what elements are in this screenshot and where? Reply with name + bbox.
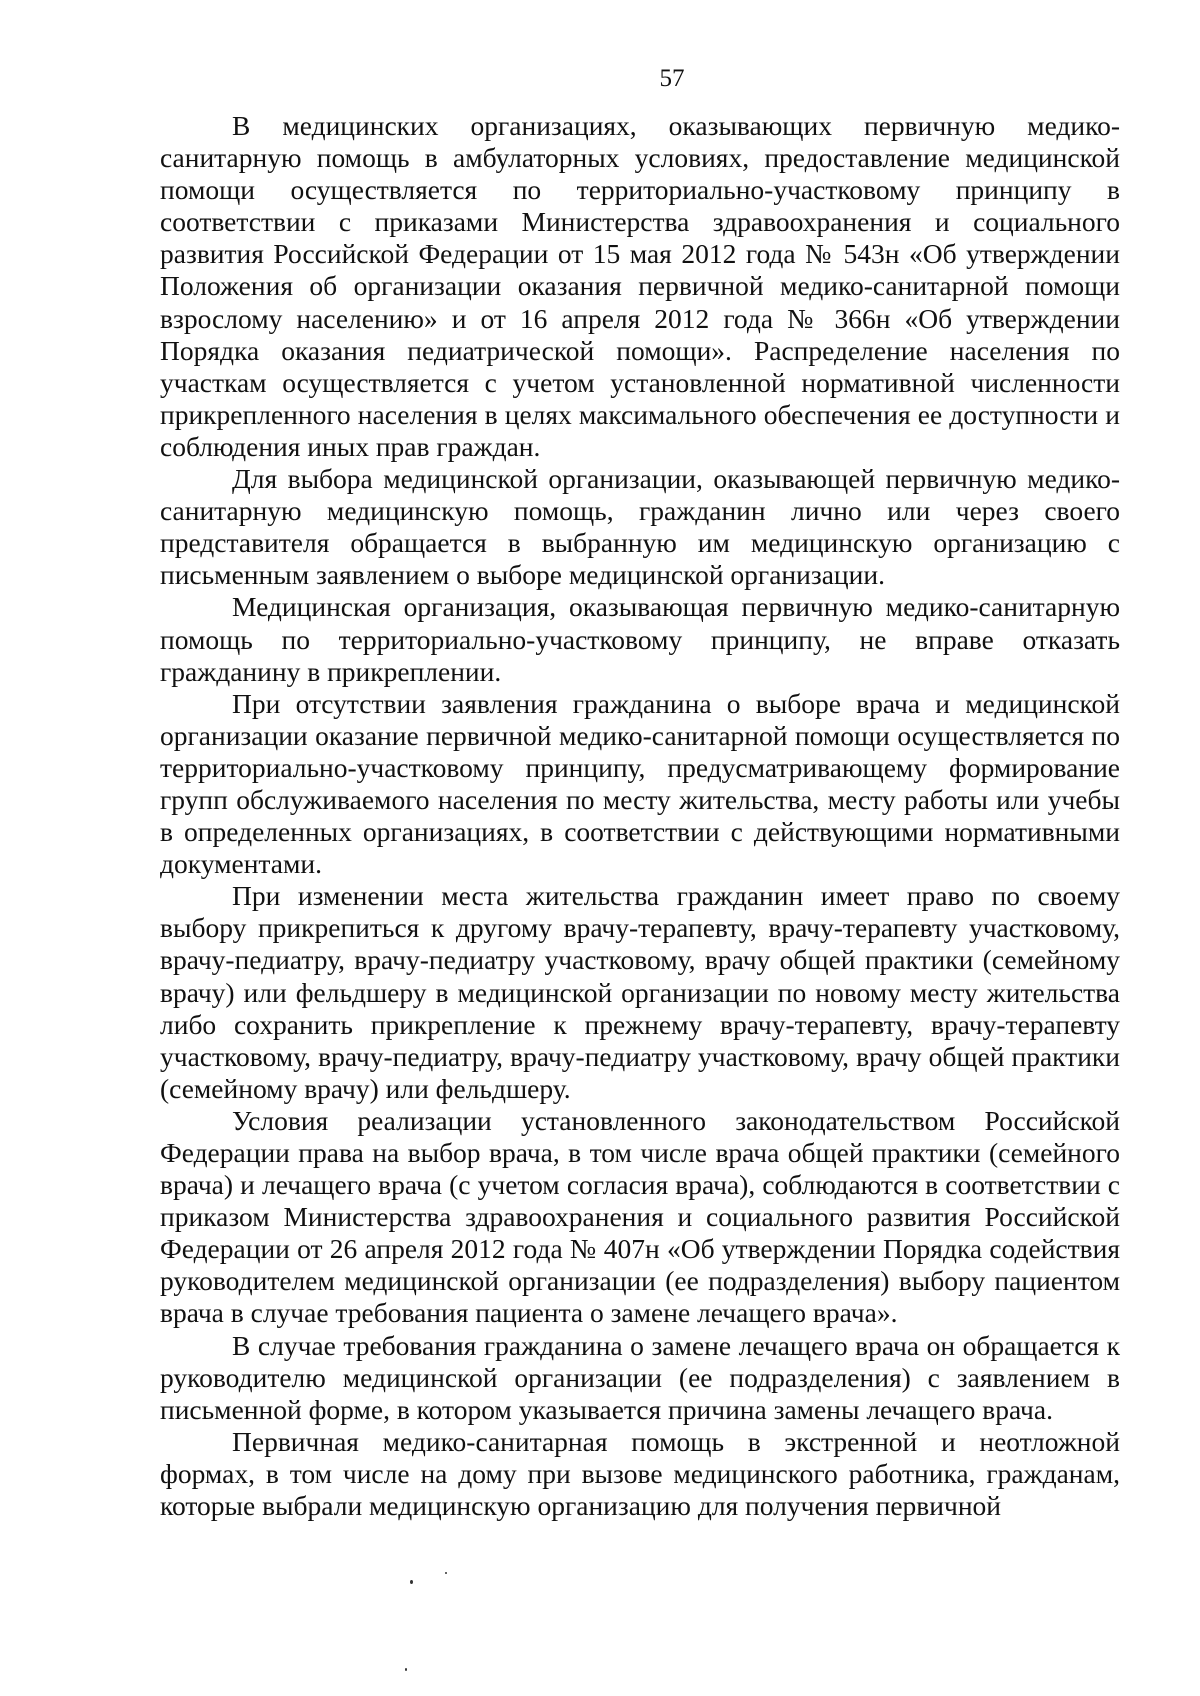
paragraph-3: Медицинская организация, оказывающая первичную медико-санитарную помощь по территориально-участковому принципу, не вправе отказать гражданину в прикреплении. (160, 591, 1120, 687)
paragraph-8: Первичная медико-санитарная помощь в экстренной и неотложной формах, в том числе на дому при вызове медицинского работника, гражданам, которые выбрали медицинскую организацию для получения первичной (160, 1425, 1120, 1522)
scan-speck (405, 1668, 407, 1671)
scan-speck (445, 1572, 447, 1574)
paragraph-2: Для выбора медицинской организации, оказывающей первичную медико-санитарную медицинскую помощь, гражданин лично или через своего представителя обращается в выбранную им медицинскую организацию с письменным заявлением о выборе медицинской организации. (160, 463, 1120, 591)
document-body (160, 110, 1120, 1522)
paragraph-1: В медицинских организациях, оказывающих первичную медико-санитарную помощь в амбулаторных условиях, предоставление медицинской помощи осуществляется по территориально-участковому принципу в соответствии с приказами Министерства здравоохранения и социального развития Российской Федерации от 15 мая 2012 года № 543н «Об утверждении Положения об организации оказания первичной медико-санитарной помощи взрослому населению» и от 16 апреля 2012 года № 366н «Об утверждении Порядка оказания педиатрической помощи». Распределение населения по участкам осуществляется с учетом установленной нормативной численности прикрепленного населения в целях максимального обеспечения ее доступности и соблюдения иных прав граждан. (160, 110, 1120, 462)
paragraph-5: При изменении места жительства гражданин имеет право по своему выбору прикрепиться к другому врачу-терапевту, врачу-терапевту участковому, врачу-педиатру, врачу-педиатру участковому, врачу общей практики (семейному врачу) или фельдшеру в медицинской организации по новому месту жительства либо сохранить прикрепление к прежнему врачу-терапевту, врачу-терапевту участковому, врачу-педиатру, врачу-педиатру участковому, врачу общей практики (семейному врачу) или фельдшеру. (160, 880, 1120, 1104)
scan-speck (410, 1580, 413, 1584)
page-number: 57 (659, 65, 685, 92)
paragraph-7: В случае требования гражданина о замене лечащего врача он обращается к руководителю медицинской организации (ее подразделения) с заявлением в письменной форме, в котором указывается причина замены лечащего врача. (160, 1329, 1120, 1425)
paragraph-4: При отсутствии заявления гражданина о выборе врача и медицинской организации оказание первичной медико-санитарной помощи осуществляется по территориально-участковому принципу, предусматривающему формирование групп обслуживаемого населения по месту жительства, месту работы или учебы в определенных организациях, в соответствии с действующими нормативными документами. (160, 687, 1120, 880)
paragraph-6: Условия реализации установленного законодательством Российской Федерации права на выбор врача, в том числе врача общей практики (семейного врача) и лечащего врача (с учетом согласия врача), соблюдаются в соответствии с приказом Министерства здравоохранения и социального развития Российской Федерации от 26 апреля 2012 года № 407н «Об утверждении Порядка содействия руководителем медицинской организации (ее подразделения) выбору пациентом врача в случае требования пациента о замене лечащего врача». (160, 1104, 1120, 1329)
